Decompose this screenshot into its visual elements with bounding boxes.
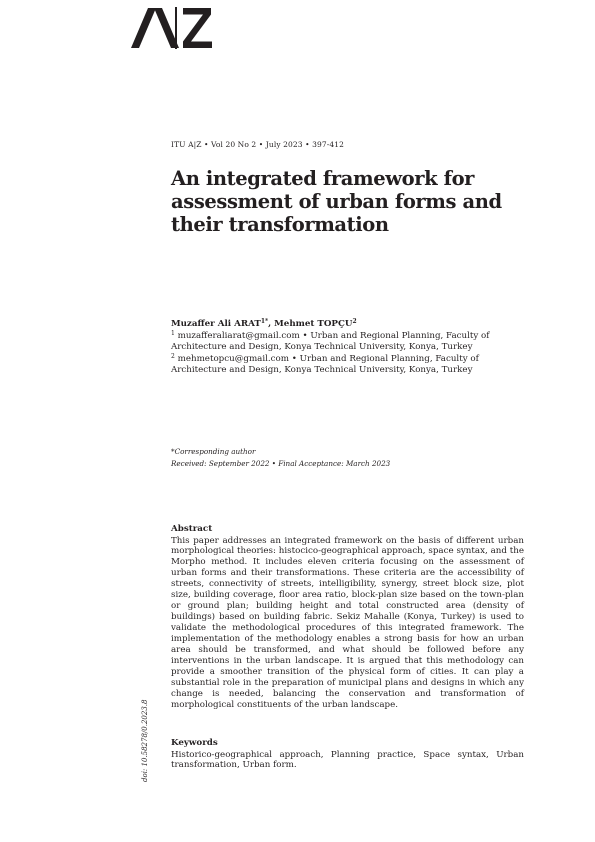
abstract-section [171,524,524,711]
abstract-body: This paper addresses an integrated framework on the basis of different urban morphological theories: histocico-geographical approach, space syntax, and the Morpho method. It includes eleven criteria focusing on the assessment of urban forms and their transformations. These criteria are the accessibility of streets, connectivity of streets, intelligibility, synergy, street block size, plot size, building coverage, floor area ratio, block-plan size based on the town-plan or ground plan; building height and total constructed area (density of buildings) based on building fabric. Sekiz Mahalle (Konya, Turkey) is used to validate the methodological procedures of this integrated framework. The implementation of the methodology enables a strong basis for how an urban area should be transformed, and what should be followed before any interventions in the urban landscape. It is argued that this methodology can provide a smoother transition of the physical form of cities. It can play a substantial role in the preparation of municipal plans and designs in which any change is needed, balancing the conservation and transformation of morphological constituents of the urban landscape. [171,535,524,710]
affiliation-2-text: mehmetopcu@gmail.com • Urban and Regional Planning, Faculty of Architecture and Design, Konya Technical University, Konya, Turkey [171,353,479,375]
az-journal-logo-icon [131,7,213,49]
corresponding-author-note: *Corresponding author [171,447,256,456]
journal-logo [131,7,213,49]
author-2-marker: 2 [352,318,357,325]
affiliation-1 [171,331,526,354]
affiliation-2-marker: 2 [171,352,175,360]
keywords-section [171,738,524,771]
keywords-heading: Keywords [171,738,218,748]
author-2-name: , Mehmet TOPÇU [268,319,353,329]
correspondence-block [171,446,390,470]
keywords-body: Historico-geographical approach, Planning practice, Space syntax, Urban transformation, Urban form. [171,749,524,771]
author-1-marker: 1* [260,318,269,325]
author-names [171,319,526,331]
abstract-heading: Abstract [171,524,213,534]
paper-title: An integrated framework for assessment of urban forms and their transformation [171,167,502,236]
affiliation-1-marker: 1 [171,329,175,337]
affiliation-2 [171,354,526,377]
journal-meta: ITU A|Z • Vol 20 No 2 • July 2023 • 397-412 [171,140,344,149]
affiliation-1-text: muzafferaliarat@gmail.com • Urban and Regional Planning, Faculty of Architecture and Design, Konya Technical University, Konya, Turkey [171,330,490,352]
author-block [171,319,526,377]
submission-dates: Received: September 2022 • Final Acceptance: March 2023 [171,459,391,468]
doi-label[interactable]: doi: 10.58278/0.2023.8 [141,699,149,782]
author-1-name: Muzaffer Ali ARAT [171,319,261,329]
